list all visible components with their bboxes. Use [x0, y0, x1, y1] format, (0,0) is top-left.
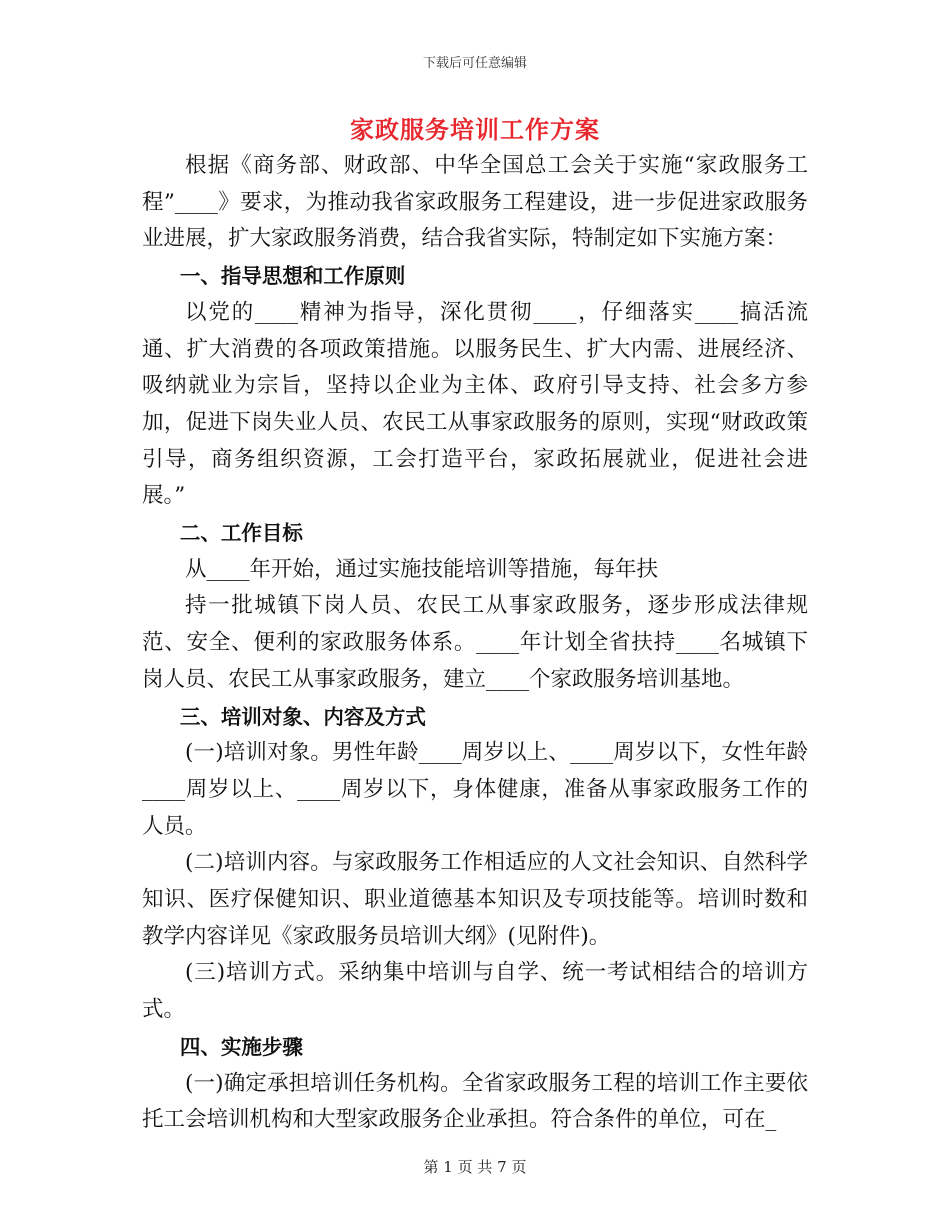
- document-body: [142, 148, 808, 1139]
- section-4-paragraph-1: (一)确定承担培训任务机构。全省家政服务工程的培训工作主要依托工会培训机构和大型家政服务企业承担。符合条件的单位，可在_: [142, 1070, 808, 1133]
- section-1-paragraph-1: 以党的____精神为指导，深化贯彻____，仔细落实____搞活流通、扩大消费的各项政策措施。以服务民生、扩大内需、进展经济、吸纳就业为宗旨，坚持以企业为主体、政府引导支持、社会多方参加，促进下岗失业人员、农民工从事家政服务的原则，实现“财政政策引导，商务组织资源，工会打造平台，家政拓展就业，促进社会进展。”: [142, 299, 808, 509]
- section-3-paragraph-1: (一)培训对象。男性年龄____周岁以上、____周岁以下，女性年龄____周岁以上、____周岁以下，身体健康，准备从事家政服务工作的人员。: [142, 740, 808, 839]
- section-heading-1: 一、指导思想和工作原则: [179, 264, 406, 289]
- section-2-paragraph-1: 从____年开始，通过实施技能培训等措施，每年扶: [185, 556, 659, 582]
- section-3-paragraph-3: (三)培训方式。采纳集中培训与自学、统一考试相结合的培训方式。: [142, 960, 808, 1023]
- page-footer: 第 1 页 共 7 页: [423, 1158, 527, 1176]
- document-title: 家政服务培训工作方案: [350, 115, 600, 144]
- header-note: 下载后可任意编辑: [422, 56, 527, 71]
- section-heading-3: 三、培训对象、内容及方式: [179, 704, 426, 729]
- intro-paragraph: 根据《商务部、财政部、中华全国总工会关于实施“家政服务工程”____》要求，为推动我省家政服务工程建设，进一步促进家政服务业进展，扩大家政服务消费，结合我省实际，特制定如下实施方案：: [142, 153, 808, 252]
- section-heading-2: 二、工作目标: [179, 521, 303, 546]
- section-3-paragraph-2: (二)培训内容。与家政服务工作相适应的人文社会知识、自然科学知识、医疗保健知识、职业道德基本知识及专项技能等。培训时数和教学内容详见《家政服务员培训大纲》(见附件)。: [142, 850, 808, 949]
- section-heading-4: 四、实施步骤: [179, 1034, 303, 1059]
- section-2-paragraph-2: 持一批城镇下岗人员、农民工从事家政服务，逐步形成法律规范、安全、便利的家政服务体系。____年计划全省扶持____名城镇下岗人员、农民工从事家政服务，建立____个家政服务培训基地。: [142, 593, 808, 692]
